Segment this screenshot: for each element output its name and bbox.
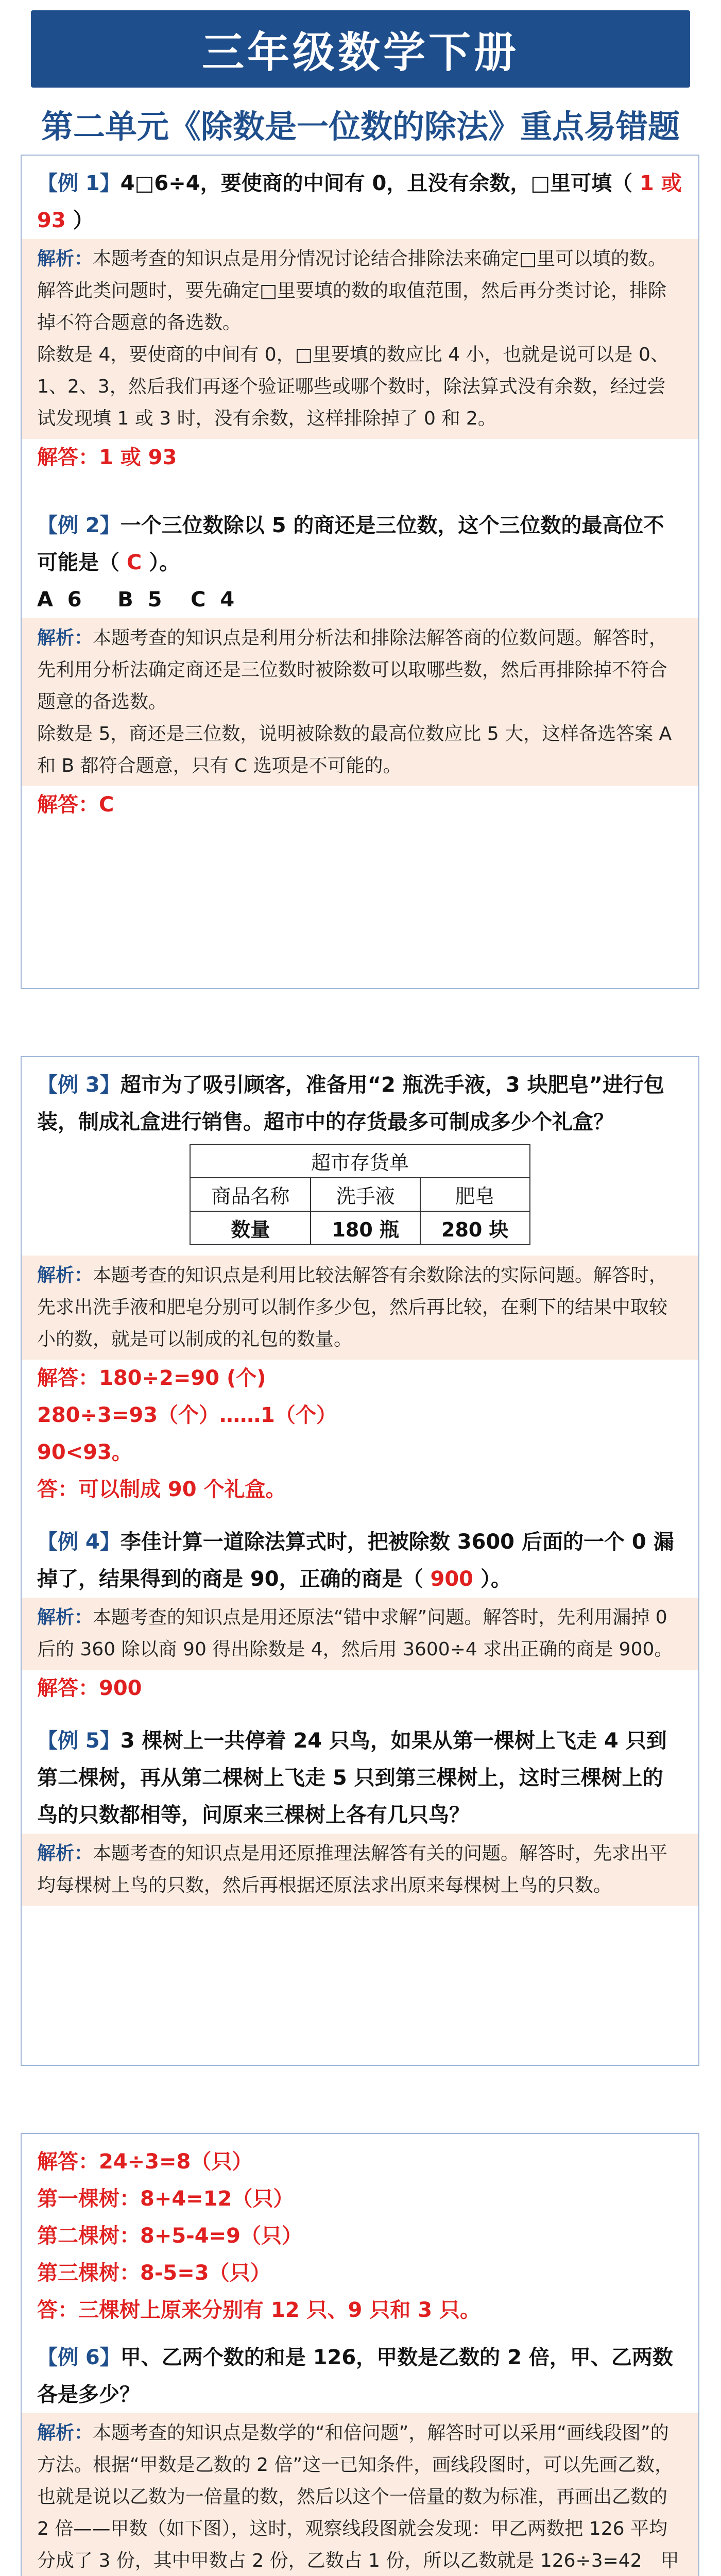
ex5-answer: 解答：24÷3=8（只） 第一棵树：8+4=12（只） 第二棵树：8+5-4=9（只） 第三棵树：8-5=3（只） 答：三棵树上原来分别有 12 只、9 只和 3 只。 (37, 2150, 480, 2322)
ex5-explanation: 解析：本题考查的知识点是用还原推理法解答有关的问题。解答时，先求出平均每棵树上鸟的只数，然后再根据还原法求出原来每棵树上鸟的只数。 (22, 1834, 698, 1906)
ex3-explanation: 解析：本题考查的知识点是利用比较法解答有余数除法的实际问题。解答时，先求出洗手液和肥皂分别可以制作多少包，然后再比较，在剩下的结果中取较小的数，就是可以制成的礼包的数量。 (22, 1256, 698, 1360)
ex3-question: 【例 3】超市为了吸引顾客，准备用“2 瓶洗手液，3 块肥皂”进行包装，制成礼盒进行销售。超市中的存货最多可制成多少个礼盒？ (37, 1073, 664, 1134)
ex3-answer: 解答：180÷2=90 (个) 280÷3=93（个）……1（个） 90<93。 答：可以制成 90 个礼盒。 (37, 1366, 337, 1501)
ex2-explanation: 解析：本题考查的知识点是利用分析法和排除法解答商的位数问题。解答时，先利用分析法确定商还是三位数时被除数可以取哪些数，然后再排除掉不符合题意的备选数。 除数是 5，商还是三位数，说明被除数的最高位数应比 5 大，这样备选答案 A 和 B 都符合题意，只有 C 选项是不可能的。 (22, 618, 698, 786)
inventory-table (190, 1144, 530, 1245)
ex1-question: 【例 1】4□6÷4，要使商的中间有 0，且没有余数，□里可填（ 1 或 93 ） (37, 172, 682, 232)
ex6-explanation: 解析：本题考查的知识点是数学的“和倍问题”，解答时可以采用“画线段图”的方法。根据“甲数是乙数的 2 倍”这一已知条件，画线段图时，可以先画乙数，也就是说以乙数为一倍量的数，然后以这个一倍量的数为标准，再画出乙数的 2 倍——甲数（如下图），这时，观察线段图就会发现：甲乙两数把 126 平均分成了 3 份，其中甲数占 2 份，乙数占 1 份，所以乙数就是 126÷3=42 甲 (22, 2413, 698, 2576)
ex1-answer: 解答：1 或 93 (37, 446, 177, 469)
ex2-answer: 解答：C (37, 793, 114, 817)
ex4-answer: 解答：900 (37, 1676, 142, 1700)
table-caption: 超市存货单 (190, 1144, 529, 1178)
ex2-options: A 6 B 5 C 4 (37, 588, 235, 612)
ex2-question: 【例 2】一个三位数除以 5 的商还是三位数，这个三位数的最高位不可能是（ C ）。 (37, 514, 664, 574)
card-examples-1-2 (21, 155, 699, 989)
card-examples-3-5 (21, 1056, 699, 2066)
table-header-cell: 肥皂 (420, 1178, 530, 1211)
table-header-cell: 商品名称 (190, 1178, 311, 1211)
ex4-question: 【例 4】李佳计算一道除法算式时，把被除数 3600 后面的一个 0 漏掉了，结果得到的商是 90，正确的商是（ 900 ）。 (37, 1530, 674, 1591)
ex1-explanation: 解析：本题考查的知识点是用分情况讨论结合排除法来确定□里可以填的数。解答此类问题时，要先确定□里要填的数的取值范围，然后再分类讨论，排除掉不符合题意的备选数。 除数是 4，要使商的中间有 0，□里要填的数应比 4 小，也就是说可以是 0、1、2、3，然后我们再逐个验证哪些或哪个数时，除法算式没有余数，经过尝试发现填 1 或 3 时，没有余数，这样排除掉了 0 和 2。 (22, 239, 698, 439)
page-title: 三年级数学下册 (201, 28, 519, 77)
title-banner (31, 10, 690, 88)
table-cell: 数量 (190, 1211, 311, 1245)
page-subtitle: 第二单元《除数是一位数的除法》重点易错题 (41, 107, 680, 145)
ex6-question: 【例 6】甲、乙两个数的和是 126，甲数是乙数的 2 倍，甲、乙两数各是多少？ (37, 2346, 673, 2406)
table-header-cell: 洗手液 (311, 1178, 420, 1211)
table-cell: 180 瓶 (311, 1211, 420, 1245)
ex5-question: 【例 5】3 棵树上一共停着 24 只鸟，如果从第一棵树上飞走 4 只到第二棵树，再从第二棵树上飞走 5 只到第三棵树上，这时三棵树上的鸟的只数都相等，问原来三棵树上各有几只鸟？ (37, 1729, 667, 1827)
table-cell: 280 块 (420, 1211, 530, 1245)
ex4-explanation: 解析：本题考查的知识点是用还原法“错中求解”问题。解答时，先利用漏掉 0 后的 360 除以商 90 得出除数是 4，然后用 3600÷4 求出正确的商是 900。 (22, 1598, 698, 1670)
card-examples-5-7 (21, 2133, 699, 2576)
